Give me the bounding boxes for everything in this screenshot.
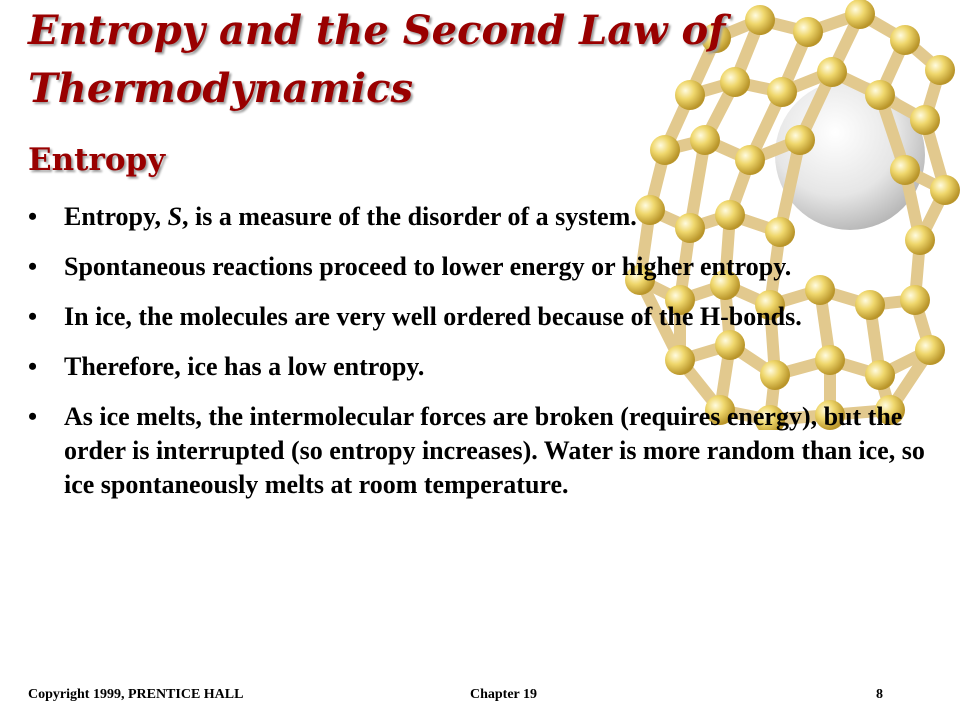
footer-copyright: Copyright 1999, PRENTICE HALL	[28, 687, 244, 702]
bullet-item	[28, 200, 932, 234]
molecule-atom	[650, 135, 680, 165]
molecule-atom	[817, 57, 847, 87]
molecule-atom	[890, 155, 920, 185]
bullet-text: Spontaneous reactions proceed to lower energy or higher entropy.	[64, 252, 792, 281]
bullet-dot: •	[28, 402, 38, 431]
molecule-atom	[785, 125, 815, 155]
molecule-atom	[930, 175, 960, 205]
bullet-dot: •	[28, 202, 38, 231]
bullet-dot: •	[28, 352, 38, 381]
bullet-item	[28, 250, 932, 284]
molecule-atom	[925, 55, 955, 85]
bullet-text: As ice melts, the intermolecular forces are broken (requires energy), but the order is interrupted (so entropy increases). Water is more random than ice, so ice spontaneously melts at room temperature.	[64, 402, 925, 499]
bullet-list	[28, 200, 932, 518]
molecule-atom	[793, 17, 823, 47]
bullet-text: Entropy, S, is a measure of the disorder of a system.	[64, 202, 637, 231]
molecule-atom	[767, 77, 797, 107]
entropy-symbol: S	[167, 202, 183, 231]
bullet-item	[28, 400, 932, 502]
bullet-item	[28, 300, 932, 334]
molecule-atom	[865, 80, 895, 110]
bullet-dot: •	[28, 302, 38, 331]
slide-subtitle: Entropy	[28, 142, 166, 178]
bullet-dot: •	[28, 252, 38, 281]
molecule-atom	[890, 25, 920, 55]
bullet-text: Therefore, ice has a low entropy.	[64, 352, 425, 381]
molecule-atom	[735, 145, 765, 175]
slide-title: Entropy and the Second Law of Thermodynamics	[28, 7, 726, 112]
footer-chapter: Chapter 19	[470, 687, 538, 702]
bullet-item	[28, 350, 932, 384]
bullet-text: In ice, the molecules are very well ordered because of the H-bonds.	[64, 302, 802, 331]
footer-page-number: 8	[876, 687, 883, 702]
molecule-atom	[690, 125, 720, 155]
molecule-atom	[745, 5, 775, 35]
molecule-atom	[910, 105, 940, 135]
molecule-atom	[845, 0, 875, 29]
